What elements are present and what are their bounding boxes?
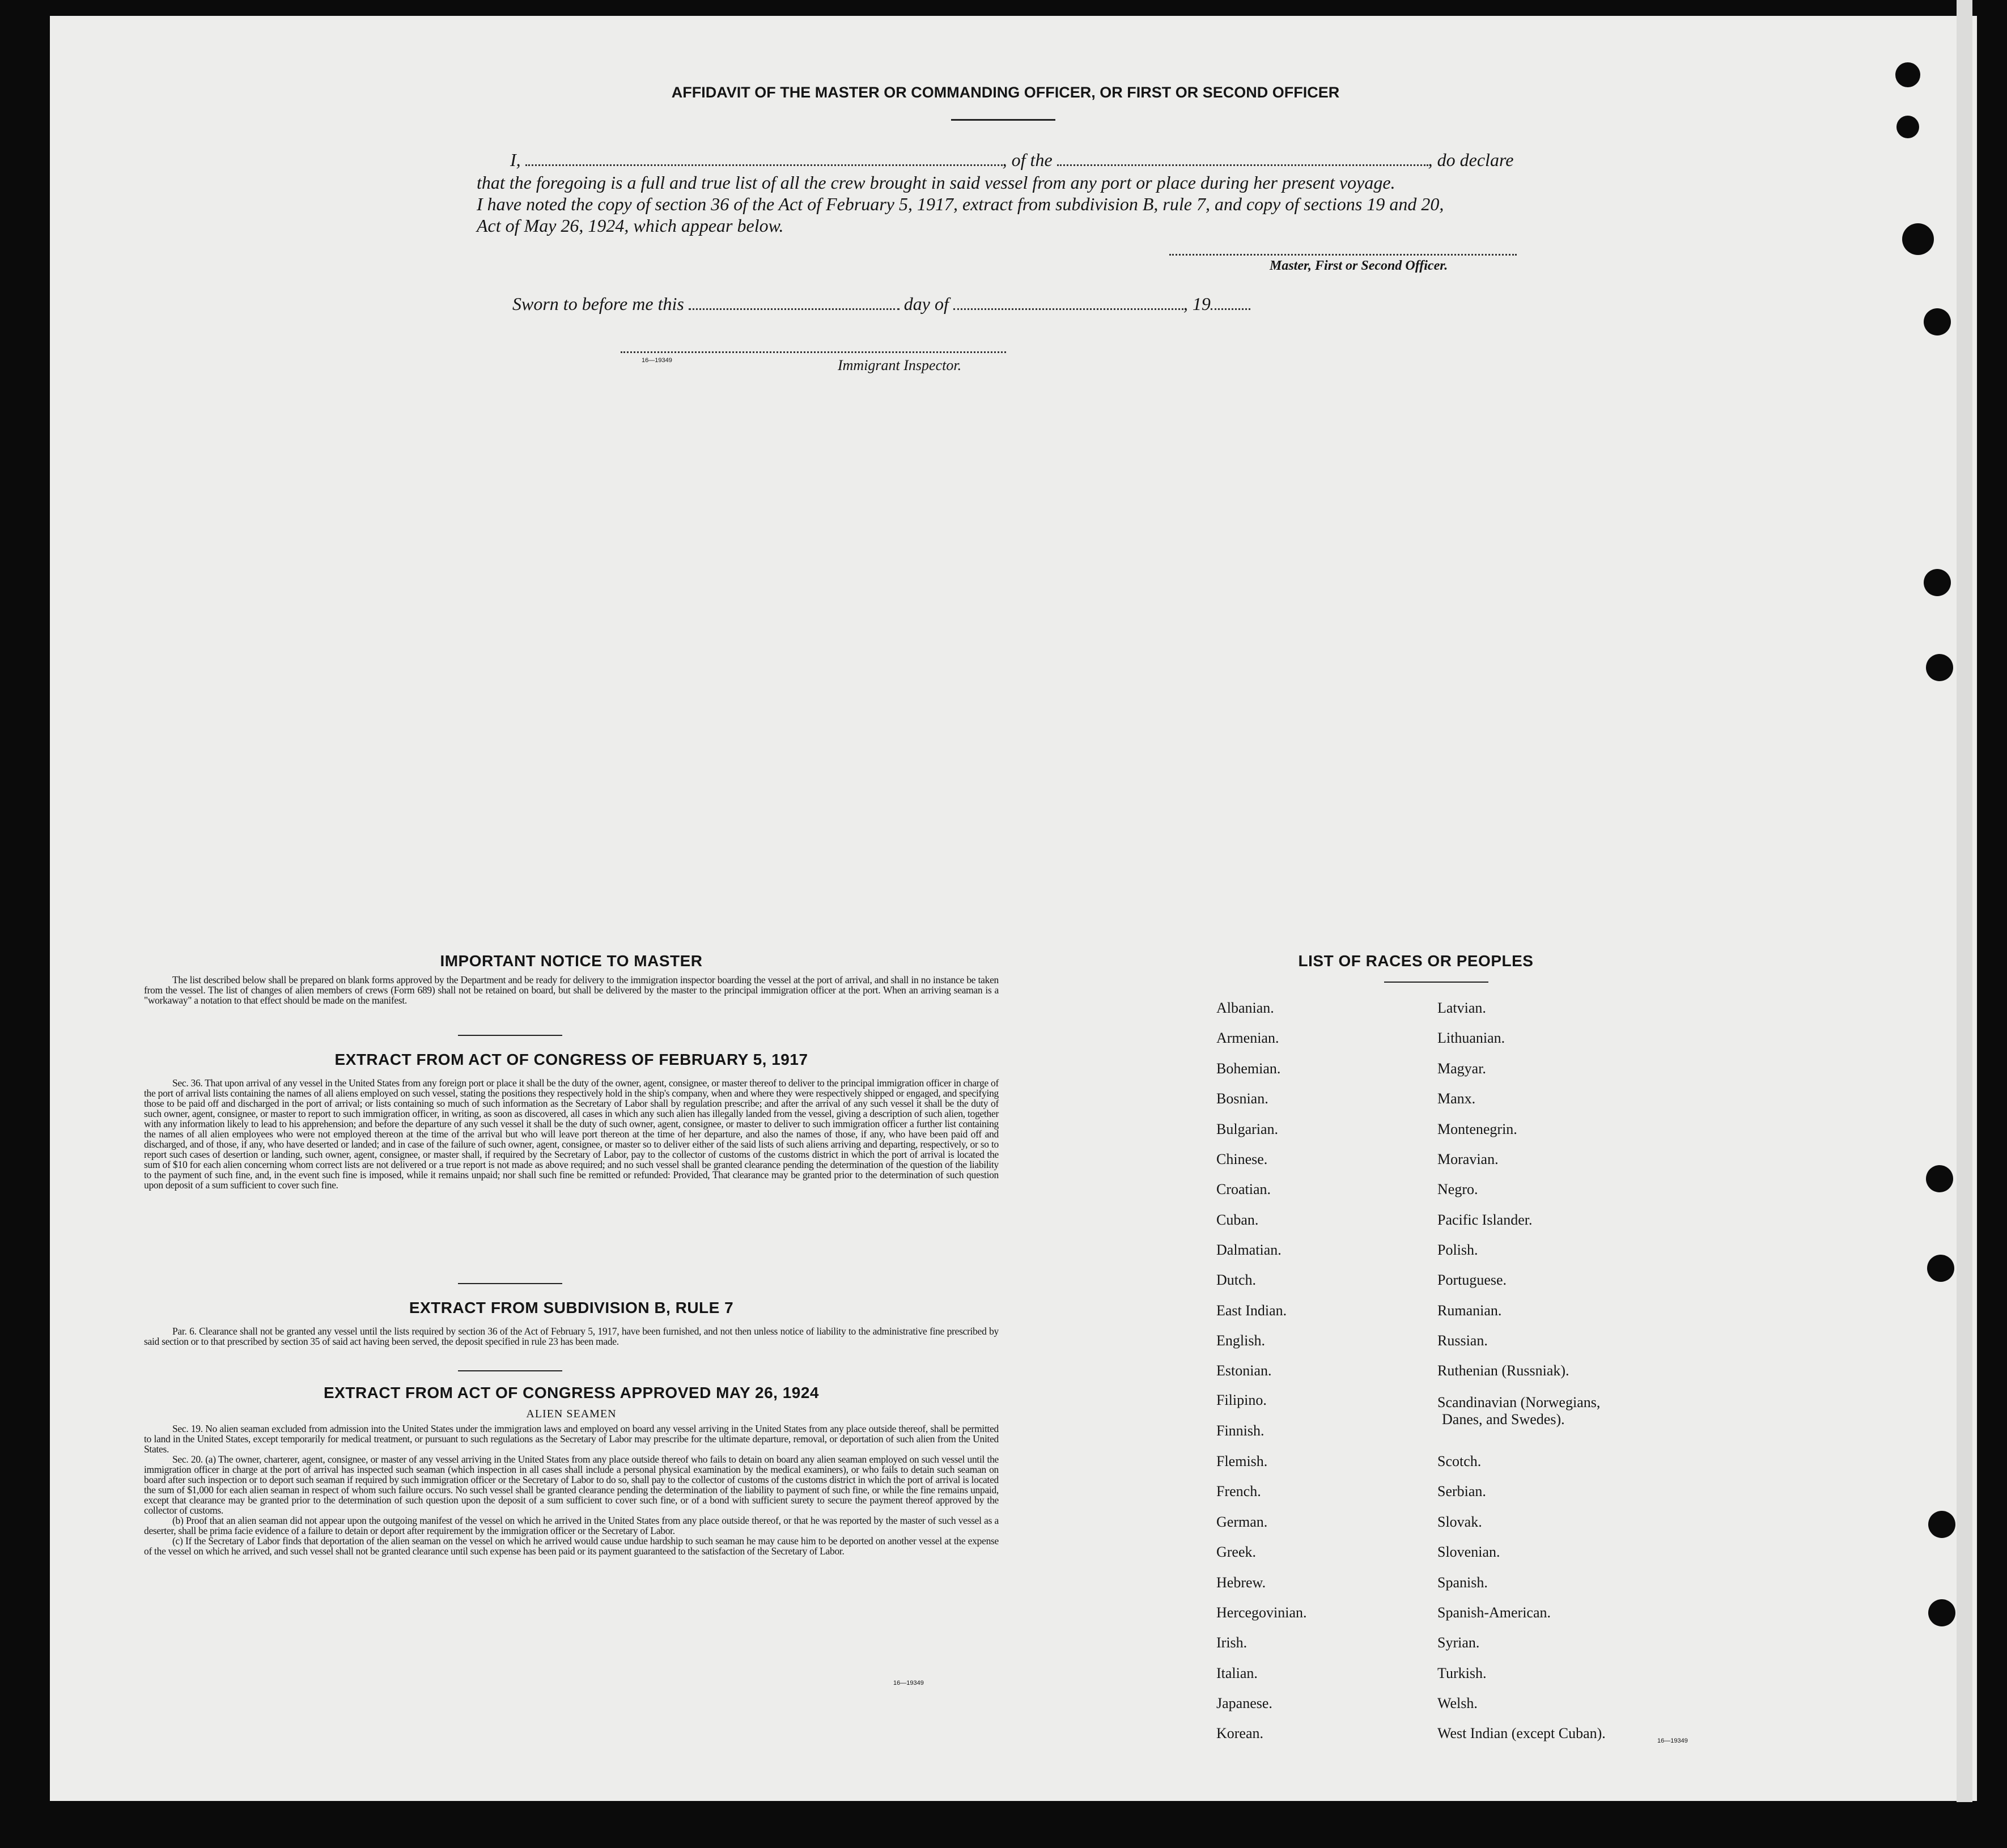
- extract-1917-text: [144, 1078, 999, 1190]
- rule-7-divider: [458, 1370, 562, 1371]
- punch-hole: [1928, 1511, 1955, 1538]
- race-item: Welsh.: [1437, 1695, 1478, 1711]
- race-item: Rumanian.: [1437, 1302, 1502, 1319]
- section-19-paragraph: Sec. 19. No alien seaman excluded from admission into the United States under the immigration laws and employed on board any vessel arriving in the United States from any place outside thereof, shall be permitted to land in the United States, except temporarily for medical treatment, or pursuant to such regulations as the Secretary of Labor may prescribe for the ultimate departure, removal, or deportation of such alien from the United States.: [144, 1423, 999, 1455]
- race-item: Montenegrin.: [1437, 1121, 1517, 1137]
- races-divider: [1384, 982, 1488, 983]
- race-item: East Indian.: [1216, 1302, 1287, 1319]
- race-item: Italian.: [1216, 1665, 1258, 1681]
- extract-1917-divider: [458, 1283, 562, 1284]
- race-item: Slovak.: [1437, 1514, 1482, 1530]
- sworn-day-field[interactable]: [689, 308, 899, 310]
- vessel-name-field[interactable]: [1057, 164, 1428, 166]
- race-item: Dalmatian.: [1216, 1242, 1282, 1258]
- race-item: Albanian.: [1216, 1000, 1274, 1016]
- race-item: Estonian.: [1216, 1362, 1272, 1379]
- extract-1924-text: [144, 1424, 999, 1556]
- race-item: Armenian.: [1216, 1030, 1279, 1046]
- notice-title: IMPORTANT NOTICE TO MASTER: [440, 952, 703, 970]
- race-item: Bosnian.: [1216, 1090, 1268, 1107]
- races-title: LIST OF RACES OR PEOPLES: [1298, 952, 1534, 970]
- declarant-name-field[interactable]: [525, 164, 1003, 166]
- punch-hole: [1924, 308, 1951, 335]
- declare-suffix: , do declare: [1428, 150, 1514, 170]
- declaration-line-4: Act of May 26, 1924, which appear below.: [477, 215, 784, 236]
- race-item: French.: [1216, 1483, 1261, 1499]
- sworn-month-field[interactable]: [953, 308, 1183, 310]
- punch-hole: [1896, 116, 1919, 138]
- declaration-line-1: [510, 150, 1587, 171]
- race-item: Greek.: [1216, 1544, 1257, 1560]
- rule-7-title: EXTRACT FROM SUBDIVISION B, RULE 7: [409, 1299, 734, 1316]
- alien-seamen-subtitle: ALIEN SEAMEN: [526, 1408, 617, 1420]
- race-item: Dutch.: [1216, 1272, 1257, 1288]
- notice-paragraph: The list described below shall be prepared on blank forms approved by the Department and be ready for delivery to the immigration inspector boarding the vessel at the port of arrival, and shall in no instance be taken from the vessel. The list of changes of alien members of crews (Form 689) shall not be retained on board, but shall be delivered by the master to the principal immigration officer at the port. When an arriving seaman is a "workaway" a notation to that effect should be made on the manifest.: [144, 974, 999, 1006]
- declarant-prefix: I,: [510, 150, 521, 170]
- race-item: Spanish-American.: [1437, 1604, 1551, 1621]
- race-item: Lithuanian.: [1437, 1030, 1505, 1046]
- race-item: Danes, and Swedes).: [1442, 1411, 1565, 1428]
- master-signature-field[interactable]: [1169, 253, 1517, 256]
- race-item: Spanish.: [1437, 1574, 1488, 1591]
- punch-hole: [1926, 1165, 1953, 1192]
- race-item: Polish.: [1437, 1242, 1478, 1258]
- race-item: Manx.: [1437, 1090, 1476, 1107]
- race-item: Bohemian.: [1216, 1060, 1281, 1077]
- notice-text: [144, 975, 999, 1005]
- notice-divider: [458, 1035, 562, 1036]
- race-item: Chinese.: [1216, 1151, 1268, 1167]
- document-sheet: [50, 16, 1977, 1801]
- race-item: Slovenian.: [1437, 1544, 1500, 1560]
- race-item: Hercegovinian.: [1216, 1604, 1307, 1621]
- declaration-line-2: that the foregoing is a full and true list of all the crew brought in said vessel from any port or place during her present voyage.: [477, 172, 1395, 193]
- paragraph-6: Par. 6. Clearance shall not be granted any vessel until the lists required by section 36 of the Act of February 5, 1917, have been furnished, and not then unless notice of liability to the administrative fine prescribed by said section or to that prescribed by section 35 of said act having been served, the deposit specified in rule 23 has been made.: [144, 1326, 999, 1347]
- sworn-line: [512, 294, 1250, 315]
- race-item: West Indian (except Cuban).: [1437, 1725, 1606, 1741]
- race-item: German.: [1216, 1514, 1268, 1530]
- race-item: Turkish.: [1437, 1665, 1487, 1681]
- sworn-year-field[interactable]: [1211, 308, 1250, 310]
- inspector-caption: Immigrant Inspector.: [838, 357, 962, 373]
- race-item: Cuban.: [1216, 1212, 1259, 1228]
- vessel-prefix: , of the: [1002, 150, 1053, 170]
- extract-1924-title: EXTRACT FROM ACT OF CONGRESS APPROVED MAY 26, 1924: [324, 1384, 819, 1401]
- race-item: Serbian.: [1437, 1483, 1486, 1499]
- punch-hole: [1924, 569, 1951, 596]
- races-form-number: 16—19349: [1657, 1737, 1688, 1744]
- race-item: Latvian.: [1437, 1000, 1486, 1016]
- section-20a-paragraph: Sec. 20. (a) The owner, charterer, agent, consignee, or master of any vessel arriving in the United States from any place outside thereof who fails to detain on board any alien seaman employed on such vessel until the immigration officer in charge at the port of arrival has inspected such seaman (which inspection in all cases shall include a personal physical examination by the medical examiners), or who fails to detain such seaman on board after such inspection or to deport such seaman if required by such immigration officer or the Secretary of Labor to do so, shall pay to the collector of customs of the customs district in which the port of arrival is located the sum of $1,000 for each alien seaman in respect of whom such failure occurs. No such vessel shall be granted clearance pending the determination of the liability to payment of such fine, or while the fine remains unpaid, except that clearance may be granted prior to the determination of such question upon the deposit of a sum sufficient to cover such fine, or of a bond with sufficient surety to secure the payment thereof approved by the collector of customs.: [144, 1454, 999, 1516]
- extract-1917-title: EXTRACT FROM ACT OF CONGRESS OF FEBRUARY 5, 1917: [334, 1051, 808, 1068]
- declaration-line-3: I have noted the copy of section 36 of the Act of February 5, 1917, extract from subdivision B, rule 7, and copy of sections 19 and 20,: [477, 194, 1444, 214]
- day-of-label: day of: [903, 294, 949, 314]
- punch-hole: [1895, 62, 1920, 87]
- race-item: Russian.: [1437, 1332, 1488, 1349]
- punch-hole: [1927, 1255, 1954, 1282]
- race-item: Korean.: [1216, 1725, 1264, 1741]
- punch-hole: [1926, 654, 1953, 681]
- race-item: Bulgarian.: [1216, 1121, 1279, 1137]
- race-item: Scotch.: [1437, 1453, 1482, 1469]
- race-item: Finnish.: [1216, 1422, 1265, 1439]
- affidavit-title: AFFIDAVIT OF THE MASTER OR COMMANDING OFFICER, OR FIRST OR SECOND OFFICER: [671, 84, 1340, 101]
- inspector-signature-field[interactable]: [621, 350, 1006, 353]
- section-20c-paragraph: (c) If the Secretary of Labor finds that deportation of the alien seaman on the vessel on which he arrived would cause undue hardship to such seaman he may cause him to be deported on another vessel at the expense of the vessel on which he arrived, and such vessel shall not be granted clearance until such expense has been paid or its payment guaranteed to the satisfaction of the Secretary of Labor.: [144, 1535, 999, 1557]
- race-item: Negro.: [1437, 1181, 1478, 1197]
- race-item: Scandinavian (Norwegians,: [1437, 1394, 1601, 1411]
- race-item: Ruthenian (Russniak).: [1437, 1362, 1569, 1379]
- race-item: Hebrew.: [1216, 1574, 1266, 1591]
- rule-7-text: [144, 1326, 999, 1346]
- sheet-right-edge: [1957, 0, 1972, 1802]
- sworn-label: Sworn to before me this: [512, 294, 684, 314]
- section-20b-paragraph: (b) Proof that an alien seaman did not appear upon the outgoing manifest of the vessel on which he arrived in the United States from any place outside thereof, or that he was reported by the master of such vessel as a deserter, shall be prima facie evidence of a failure to detain or deport after requirement by the immigration officer or the Secretary of Labor.: [144, 1515, 999, 1536]
- race-item: Flemish.: [1216, 1453, 1268, 1469]
- year-label: , 19: [1183, 294, 1211, 314]
- race-item: Magyar.: [1437, 1060, 1486, 1077]
- section-36-paragraph: Sec. 36. That upon arrival of any vessel in the United States from any foreign port or place it shall be the duty of the owner, agent, consignee, or master thereof to deliver to the principal immigration officer in charge of the port of arrival lists containing the names of all aliens employed on such vessel, stating the positions they respectively hold in the ship's company, when and where they were respectively shipped or engaged, and specifying those to be paid off and discharged in the port of arrival; or lists containing so much of such information as the Secretary of Labor shall by regulation prescribe; and after the arrival of any such vessel it shall be the duty of such owner, agent, consignee, or master to report to such immigration officer, in writing, as soon as discovered, all cases in which any such alien has illegally landed from the vessel, giving a description of such alien, together with any information likely to lead to his apprehension; and before the departure of any such vessel it shall be the duty of such owner, agent, consignee, or master to deliver to such immigration officer a further list containing the names of all alien employees who were not employed thereon at the time of the arrival but who will leave port thereon at the time of her departure, and also the names of those, if any, who have been paid off and discharged, and of those, if any, who have deserted or landed; and in case of the failure of such owner, agent, consignee, or master so to deliver either of the said lists of such aliens arriving and departing, respectively, or so to report such cases of desertion or landing, such owner, agent, consignee, or master shall, if required by the Secretary of Labor, pay to the collector of customs of the customs district in which the port of arrival is located the sum of $10 for each alien concerning whom correct lists are not delivered or a true report is not made as above required; and no such vessel shall be granted clearance pending the determination of the question of the liability to the payment of such fine, and, in the event such fine is imposed, while it remains unpaid; nor shall such fine be remitted or refunded: Provided, That clearance may be granted prior to the determination of such question upon deposit of a sum sufficient to cover such fine.: [144, 1077, 999, 1191]
- race-item: Portuguese.: [1437, 1272, 1507, 1288]
- extract-form-number: 16—19349: [893, 1680, 924, 1686]
- race-item: Japanese.: [1216, 1695, 1272, 1711]
- race-item: Pacific Islander.: [1437, 1212, 1533, 1228]
- race-item: English.: [1216, 1332, 1265, 1349]
- punch-hole: [1902, 223, 1934, 255]
- race-item: Croatian.: [1216, 1181, 1271, 1197]
- race-item: Irish.: [1216, 1634, 1248, 1651]
- punch-hole: [1928, 1599, 1955, 1626]
- affidavit-form-number: 16—19349: [642, 357, 672, 364]
- master-signature-caption: Master, First or Second Officer.: [1270, 258, 1448, 273]
- race-item: Syrian.: [1437, 1634, 1480, 1651]
- title-divider: [951, 119, 1055, 121]
- race-item: Filipino.: [1216, 1392, 1267, 1408]
- race-item: Moravian.: [1437, 1151, 1499, 1167]
